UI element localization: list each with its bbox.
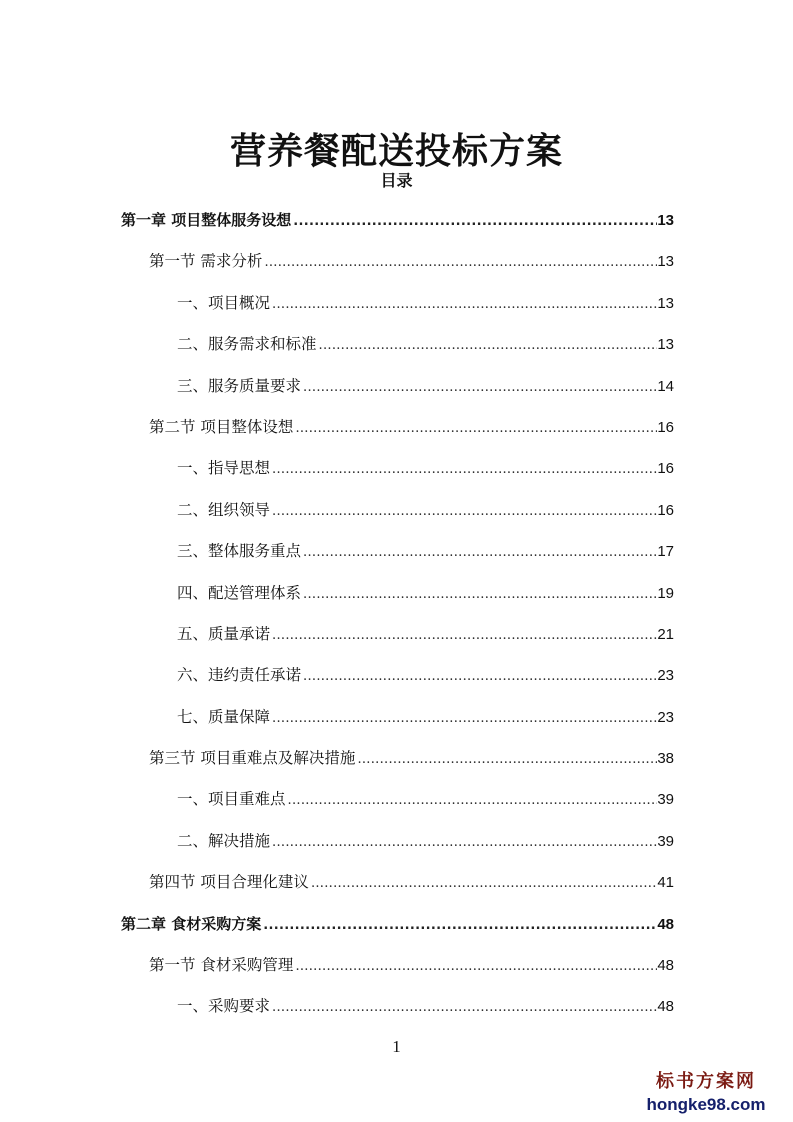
toc-dot-leader xyxy=(270,822,657,863)
toc-entry-subsection[interactable] xyxy=(0,573,793,614)
toc-dot-leader xyxy=(291,201,657,242)
toc-dot-leader xyxy=(270,698,657,739)
toc-entry-subsection[interactable] xyxy=(0,366,793,407)
toc-entry-text: 第一节 食材采购管理 xyxy=(149,956,294,975)
page-title: 营养餐配送投标方案 xyxy=(229,131,563,173)
toc-dot-leader xyxy=(270,449,657,490)
toc-dot-leader xyxy=(301,532,657,573)
toc-entry-text: 三、服务质量要求 xyxy=(177,376,302,395)
toc-entry-page: 23 xyxy=(657,667,674,685)
toc-entry-page: 14 xyxy=(657,377,674,395)
toc-dot-leader xyxy=(317,325,658,366)
toc-entry-subsection[interactable] xyxy=(0,655,793,696)
toc-entry-subsection[interactable] xyxy=(0,531,793,572)
toc-entry-subsection[interactable] xyxy=(0,448,793,489)
toc-entry-text: 一、采购要求 xyxy=(177,997,271,1016)
toc-entry-text: 五、质量承诺 xyxy=(177,624,271,643)
toc-entry-text: 一、项目概况 xyxy=(177,293,271,312)
toc-entry-text: 第二章 食材采购方案 xyxy=(121,914,262,933)
toc-entry-page: 13 xyxy=(657,294,674,312)
toc-entry-page: 16 xyxy=(657,460,674,478)
toc-entry-text: 七、质量保障 xyxy=(177,707,271,726)
watermark-url: hongke98.com xyxy=(646,1095,766,1114)
toc-entry-page: 39 xyxy=(657,791,674,809)
toc-entry-text: 二、服务需求和标准 xyxy=(177,335,317,354)
table-of-contents xyxy=(0,200,793,1028)
toc-dot-leader xyxy=(262,242,657,283)
toc-entry-text: 第二节 项目整体设想 xyxy=(149,417,294,436)
toc-dot-leader xyxy=(270,615,657,656)
toc-dot-leader xyxy=(270,987,657,1028)
toc-entry-text: 一、指导思想 xyxy=(177,459,271,478)
toc-entry-text: 六、违约责任承诺 xyxy=(177,666,302,685)
toc-entry-text: 四、配送管理体系 xyxy=(177,583,302,602)
toc-entry-page: 13 xyxy=(657,253,674,271)
toc-dot-leader xyxy=(301,574,657,615)
toc-dot-leader xyxy=(309,863,657,904)
toc-entry-text: 二、解决措施 xyxy=(177,831,271,850)
toc-entry-section[interactable] xyxy=(0,945,793,986)
toc-entry-subsection[interactable] xyxy=(0,614,793,655)
page-number: 1 xyxy=(392,1037,401,1056)
toc-entry-page: 48 xyxy=(657,915,674,933)
toc-entry-text: 第一章 项目整体服务设想 xyxy=(121,211,292,229)
toc-dot-leader xyxy=(286,780,658,821)
toc-dot-leader xyxy=(293,408,657,449)
toc-entry-page: 16 xyxy=(657,418,674,436)
toc-entry-section[interactable] xyxy=(0,738,793,779)
toc-entry-page: 19 xyxy=(657,584,674,602)
toc-entry-page: 48 xyxy=(657,957,674,975)
toc-entry-page: 21 xyxy=(657,625,674,643)
toc-entry-page: 16 xyxy=(657,501,674,519)
toc-entry-text: 第三节 项目重难点及解决措施 xyxy=(149,749,356,768)
toc-entry-page: 13 xyxy=(657,336,674,354)
toc-dot-leader xyxy=(270,491,657,532)
toc-entry-subsection[interactable] xyxy=(0,986,793,1027)
toc-entry-section[interactable] xyxy=(0,862,793,903)
toc-entry-page: 17 xyxy=(657,543,674,561)
watermark-site-name: 标书方案网 xyxy=(656,1071,756,1092)
toc-entry-text: 二、组织领导 xyxy=(177,500,271,519)
toc-dot-leader xyxy=(293,946,657,987)
toc-entry-page: 23 xyxy=(657,708,674,726)
toc-dot-leader xyxy=(270,284,657,325)
toc-entry-page: 48 xyxy=(657,998,674,1016)
toc-entry-subsection[interactable] xyxy=(0,697,793,738)
toc-entry-chapter-2[interactable] xyxy=(0,904,793,945)
toc-dot-leader xyxy=(301,656,657,697)
toc-entry-subsection[interactable] xyxy=(0,283,793,324)
watermark xyxy=(631,1070,781,1116)
toc-entry-page: 39 xyxy=(657,832,674,850)
toc-dot-leader xyxy=(355,739,657,780)
toc-dot-leader xyxy=(261,905,657,946)
toc-entry-page: 38 xyxy=(657,750,674,768)
toc-heading: 目录 xyxy=(380,171,413,190)
toc-entry-text: 三、整体服务重点 xyxy=(177,542,302,561)
toc-entry-page: 41 xyxy=(657,874,674,892)
toc-entry-subsection[interactable] xyxy=(0,821,793,862)
toc-dot-leader xyxy=(301,367,657,408)
toc-entry-section[interactable] xyxy=(0,407,793,448)
toc-entry-chapter-1[interactable] xyxy=(0,200,793,241)
toc-entry-text: 第四节 项目合理化建议 xyxy=(149,873,309,892)
toc-entry-subsection[interactable] xyxy=(0,324,793,365)
toc-entry-section[interactable] xyxy=(0,241,793,282)
toc-entry-subsection[interactable] xyxy=(0,490,793,531)
toc-entry-page: 13 xyxy=(657,212,674,229)
toc-entry-text: 一、项目重难点 xyxy=(177,790,286,809)
toc-entry-text: 第一节 需求分析 xyxy=(149,252,263,271)
toc-entry-subsection[interactable] xyxy=(0,779,793,820)
